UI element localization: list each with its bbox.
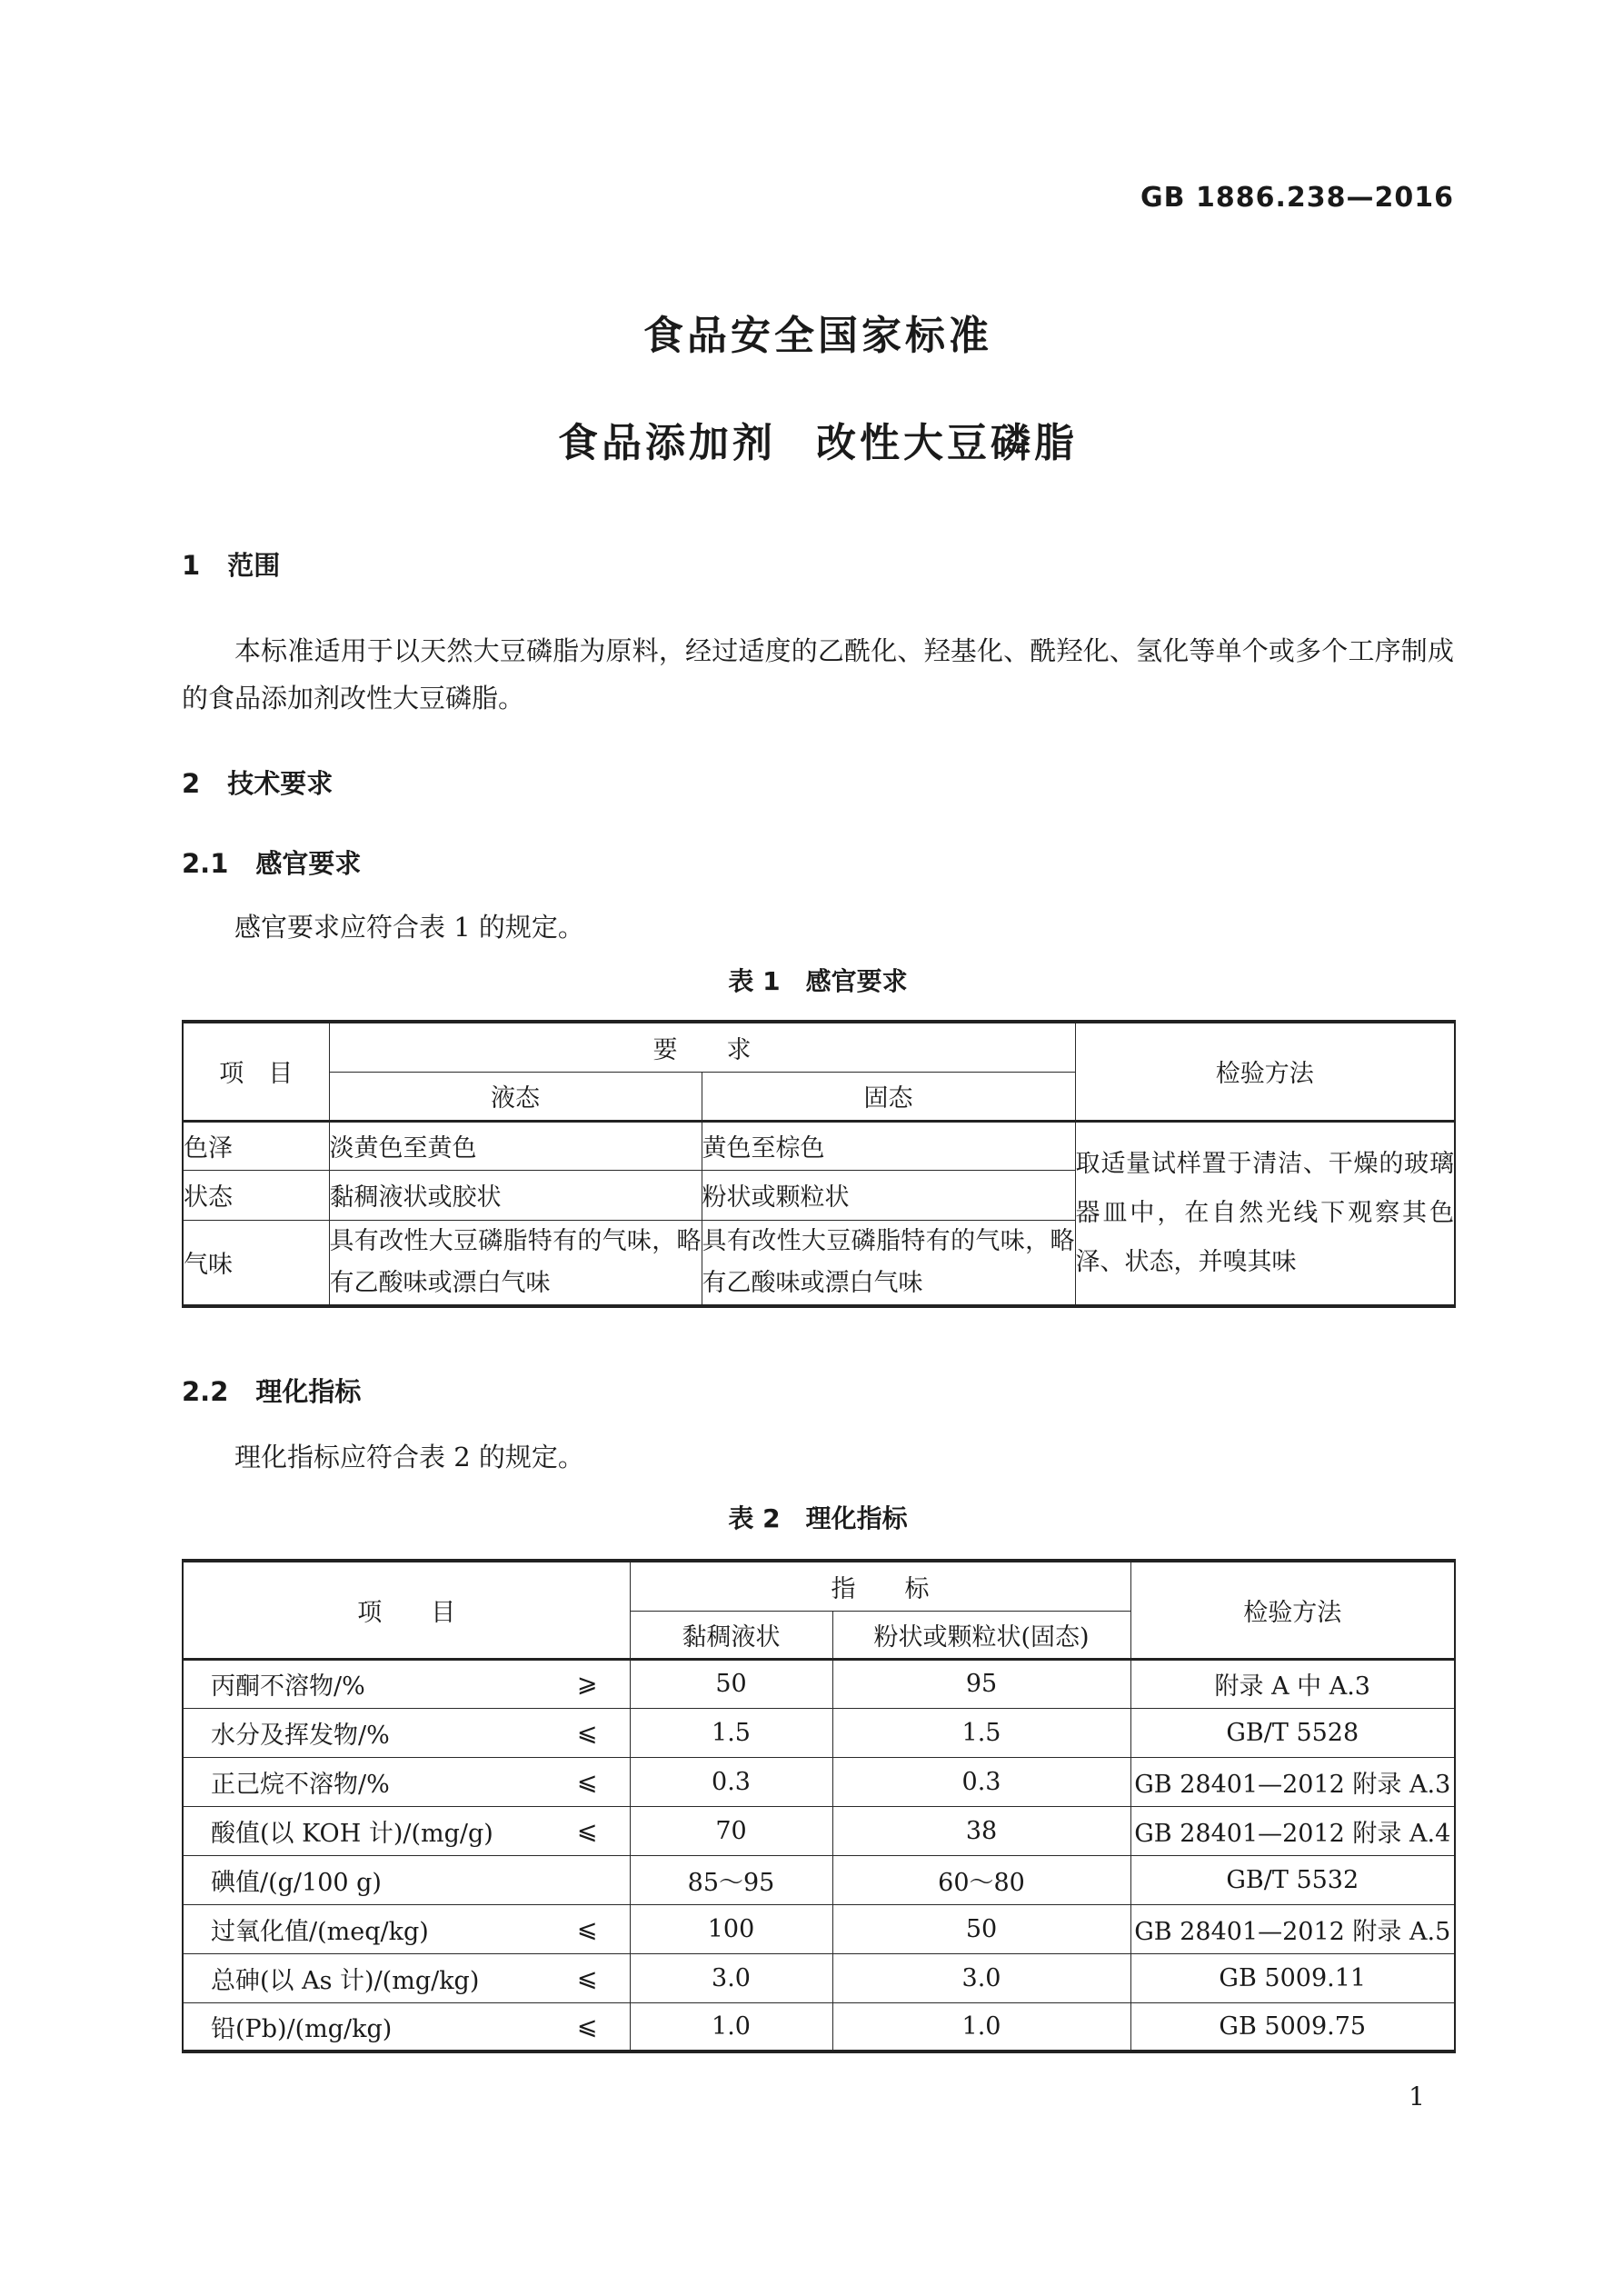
t2-row6-solid: 3.0 [832, 1953, 1130, 2002]
t2-row4-method: GB/T 5532 [1130, 1855, 1455, 1904]
t2-row1-relation: ⩽ [576, 1718, 598, 1747]
t2-row0-solid: 95 [832, 1659, 1130, 1708]
section-2-number: 2 [182, 768, 201, 799]
section-1-heading [182, 547, 1454, 584]
table-row [183, 1121, 1455, 1170]
sensory-requirements-table [182, 1020, 1456, 1308]
t2-row6-item-cell [183, 1953, 630, 2002]
t2-row0-method: 附录 A 中 A.3 [1130, 1659, 1455, 1708]
t2-row5-item: 过氧化值/(meq/kg) [211, 1917, 429, 1946]
t2-row3-liquid: 70 [630, 1806, 832, 1855]
t2-row5-liquid: 100 [630, 1904, 832, 1953]
table-row [183, 1708, 1455, 1757]
table-2-caption-title: 理化指标 [805, 1503, 908, 1533]
t2-row6-relation: ⩽ [576, 1963, 598, 1992]
section-2-heading [182, 765, 1454, 802]
table-row [183, 1855, 1455, 1904]
t1-header-requirement: 要 求 [329, 1022, 1075, 1072]
title-part-substance: 改性大豆磷脂 [816, 420, 1078, 466]
title-part-additive: 食品添加剂 [558, 420, 776, 466]
t2-header-liquid: 黏稠液状 [630, 1611, 832, 1659]
t1-row0-solid: 黄色至棕色 [702, 1121, 1075, 1170]
t2-row7-relation: ⩽ [576, 2011, 598, 2041]
t2-header-indicator: 指 标 [630, 1561, 1130, 1611]
t2-row4-liquid: 85～95 [630, 1855, 832, 1904]
t1-row2-liquid: 具有改性大豆磷脂特有的气味，略有乙酸味或漂白气味 [329, 1220, 702, 1306]
t2-row3-item-cell [183, 1806, 630, 1855]
table-row [183, 2002, 1455, 2051]
t2-row4-solid: 60～80 [832, 1855, 1130, 1904]
t2-row5-solid: 50 [832, 1904, 1130, 1953]
t2-row2-item: 正己烷不溶物/% [211, 1770, 390, 1799]
section-2-1-number: 2.1 [182, 848, 229, 879]
t1-row0-liquid: 淡黄色至黄色 [329, 1121, 702, 1170]
table-row [183, 1904, 1455, 1953]
table-1-caption [182, 965, 1454, 998]
table-2-caption [182, 1502, 1454, 1535]
t2-row1-method: GB/T 5528 [1130, 1708, 1455, 1757]
t2-row7-method: GB 5009.75 [1130, 2002, 1455, 2051]
t2-row5-item-cell [183, 1904, 630, 1953]
t2-row2-liquid: 0.3 [630, 1757, 832, 1806]
t1-row1-item: 状态 [183, 1170, 329, 1220]
t2-row4-item-cell [183, 1855, 630, 1904]
t2-row0-liquid: 50 [630, 1659, 832, 1708]
t2-row3-method: GB 28401—2012 附录 A.4 [1130, 1806, 1455, 1855]
t2-row1-item: 水分及挥发物/% [211, 1721, 390, 1750]
t2-row1-solid: 1.5 [832, 1708, 1130, 1757]
t2-row3-solid: 38 [832, 1806, 1130, 1855]
t2-row7-item-cell [183, 2002, 630, 2051]
t2-row0-relation: ⩾ [576, 1670, 598, 1698]
t1-row2-solid: 具有改性大豆磷脂特有的气味，略有乙酸味或漂白气味 [702, 1220, 1075, 1306]
t2-row4-item: 碘值/(g/100 g) [211, 1868, 382, 1897]
physicochemical-indicators-table [182, 1559, 1456, 2053]
t2-row3-item: 酸值(以 KOH 计)/(mg/g) [211, 1819, 493, 1848]
table-row [183, 1659, 1455, 1708]
t2-row1-item-cell [183, 1708, 630, 1757]
section-1-paragraph: 本标准适用于以天然大豆磷脂为原料，经过适度的乙酰化、羟基化、酰羟化、氢化等单个或多个工序制成的食品添加剂改性大豆磷脂。 [182, 635, 1454, 714]
t1-row1-liquid: 黏稠液状或胶状 [329, 1170, 702, 1220]
section-2-1-heading [182, 845, 1454, 882]
t2-row6-item: 总砷(以 As 计)/(mg/kg) [211, 1966, 480, 1995]
t2-header-item: 项 目 [183, 1561, 630, 1659]
section-2-1-paragraph: 感官要求应符合表 1 的规定。 [234, 912, 584, 943]
section-1-title: 范围 [227, 550, 281, 581]
table-1-caption-label: 表 1 [728, 966, 781, 996]
t1-row2-item: 气味 [183, 1220, 329, 1306]
t2-row1-liquid: 1.5 [630, 1708, 832, 1757]
table-row [183, 1953, 1455, 2002]
table-1-caption-title: 感官要求 [805, 966, 908, 996]
t1-header-solid: 固态 [702, 1072, 1075, 1121]
section-2-title: 技术要求 [227, 768, 334, 799]
table-row [183, 1806, 1455, 1855]
section-2-2-title: 理化指标 [255, 1376, 362, 1407]
t1-header-liquid: 液态 [329, 1072, 702, 1121]
t2-row0-item: 丙酮不溶物/% [211, 1672, 365, 1701]
t1-row1-solid: 粉状或颗粒状 [702, 1170, 1075, 1220]
t2-row6-method: GB 5009.11 [1130, 1953, 1455, 2002]
t2-row2-method: GB 28401—2012 附录 A.3 [1130, 1757, 1455, 1806]
t2-row3-relation: ⩽ [576, 1816, 598, 1845]
t2-row2-item-cell [183, 1757, 630, 1806]
t2-row7-solid: 1.0 [832, 2002, 1130, 2051]
t1-header-item: 项 目 [183, 1022, 329, 1121]
section-1-number: 1 [182, 550, 201, 581]
section-2-2-heading [182, 1373, 1454, 1410]
t2-row2-solid: 0.3 [832, 1757, 1130, 1806]
section-2-2-paragraph: 理化指标应符合表 2 的规定。 [234, 1442, 584, 1472]
t2-row5-method: GB 28401—2012 附录 A.5 [1130, 1904, 1455, 1953]
document-title-line2 [182, 417, 1454, 470]
table-row [183, 1757, 1455, 1806]
t2-header-solid: 粉状或颗粒状(固态) [832, 1611, 1130, 1659]
t2-row7-item: 铅(Pb)/(mg/kg) [211, 2014, 393, 2043]
t2-header-method: 检验方法 [1130, 1561, 1455, 1659]
t2-row0-item-cell [183, 1659, 630, 1708]
section-2-1-title: 感官要求 [255, 848, 362, 879]
section-2-2-number: 2.2 [182, 1376, 229, 1407]
t1-header-method: 检验方法 [1075, 1022, 1455, 1121]
standard-number: GB 1886.238—2016 [1140, 182, 1454, 214]
t2-row7-liquid: 1.0 [630, 2002, 832, 2051]
table-2-caption-label: 表 2 [728, 1503, 781, 1533]
page-number: 1 [1409, 2081, 1425, 2111]
t2-row6-liquid: 3.0 [630, 1953, 832, 2002]
t1-method-cell: 取适量试样置于清洁、干燥的玻璃器皿中，在自然光线下观察其色泽、状态，并嗅其味 [1075, 1121, 1455, 1306]
t1-row0-item: 色泽 [183, 1121, 329, 1170]
t2-row5-relation: ⩽ [576, 1914, 598, 1943]
document-title-line1: 食品安全国家标准 [643, 313, 992, 359]
t2-row2-relation: ⩽ [576, 1767, 598, 1796]
